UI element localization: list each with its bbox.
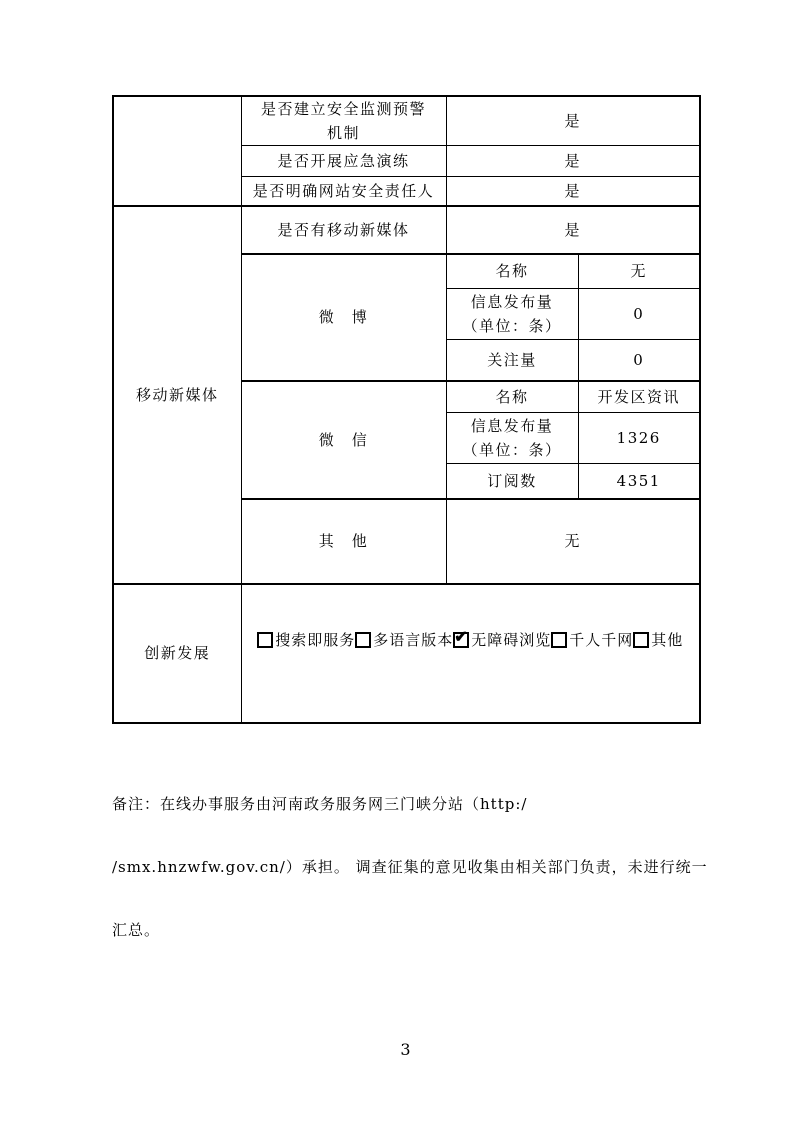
wechat-posts-value: 1326 xyxy=(578,413,700,464)
page-number: 3 xyxy=(400,1040,411,1059)
option-accessible-browsing: ✔ 无障碍浏览 xyxy=(453,628,551,652)
checkbox-icon xyxy=(257,632,273,648)
table-row xyxy=(113,584,700,723)
other-media-value: 无 xyxy=(446,499,700,584)
option-multilingual: 多语言版本 xyxy=(355,628,453,652)
report-table xyxy=(112,95,701,724)
footnote-line: 备注：在线办事服务由河南政务服务网三门峡分站（http:/ xyxy=(112,795,528,813)
wechat-name-label: 名称 xyxy=(446,381,578,413)
wechat-posts-label: 信息发布量 （单位：条） xyxy=(446,413,578,464)
option-other: 其他 xyxy=(633,628,683,652)
option-personalized-web: 千人千网 xyxy=(551,628,633,652)
security-officer-value: 是 xyxy=(446,177,700,206)
footnote xyxy=(112,752,712,983)
checkbox-icon xyxy=(633,632,649,648)
has-mobile-media-value: 是 xyxy=(446,206,700,254)
weibo-name-label: 名称 xyxy=(446,254,578,289)
wechat-subscribers-value: 4351 xyxy=(578,464,700,499)
table-row xyxy=(113,206,700,254)
footnote-line: 汇总。 xyxy=(112,921,161,939)
security-monitor-label: 是否建立安全监测预警 机制 xyxy=(241,96,446,146)
weibo-group-label: 微 博 xyxy=(241,254,446,381)
section-label-mobile-media: 移动新媒体 xyxy=(113,206,241,584)
wechat-group-label: 微 信 xyxy=(241,381,446,499)
security-officer-label: 是否明确网站安全责任人 xyxy=(241,177,446,206)
wechat-subscribers-label: 订阅数 xyxy=(446,464,578,499)
section-label-cell-empty xyxy=(113,96,241,206)
innovation-options-cell xyxy=(241,584,700,723)
has-mobile-media-label: 是否有移动新媒体 xyxy=(241,206,446,254)
checkbox-checked-icon xyxy=(453,632,469,648)
emergency-drill-label: 是否开展应急演练 xyxy=(241,146,446,177)
table-row xyxy=(113,96,700,146)
checkbox-icon xyxy=(551,632,567,648)
option-search-as-service: 搜索即服务 xyxy=(257,628,355,652)
footnote-line: /smx.hnzwfw.gov.cn/）承担。 调查征集的意见收集由相关部门负责，未进行统一 xyxy=(112,858,708,876)
weibo-posts-label: 信息发布量 （单位：条） xyxy=(446,289,578,340)
other-media-label: 其 他 xyxy=(241,499,446,584)
section-label-innovation: 创新发展 xyxy=(113,584,241,723)
weibo-followers-value: 0 xyxy=(578,340,700,381)
checkbox-icon xyxy=(355,632,371,648)
security-monitor-value: 是 xyxy=(446,96,700,146)
weibo-followers-label: 关注量 xyxy=(446,340,578,381)
weibo-name-value: 无 xyxy=(578,254,700,289)
wechat-name-value: 开发区资讯 xyxy=(578,381,700,413)
emergency-drill-value: 是 xyxy=(446,146,700,177)
weibo-posts-value: 0 xyxy=(578,289,700,340)
innovation-options xyxy=(242,628,700,678)
